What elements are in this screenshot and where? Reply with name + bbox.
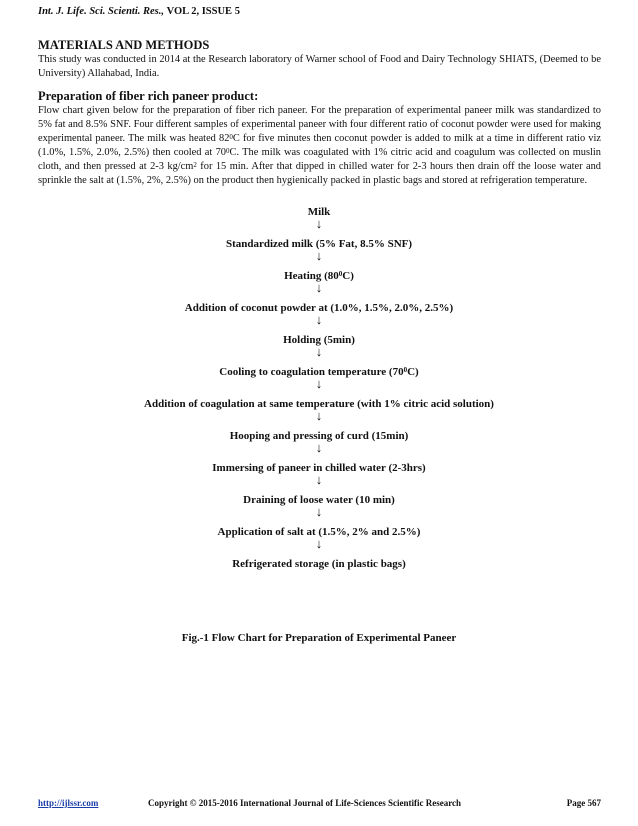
article-body — [38, 38, 601, 188]
journal-volume: VOL 2, ISSUE 5 — [166, 6, 240, 17]
figure-caption: Fig.-1 Flow Chart for Preparation of Experimental Paneer — [181, 632, 457, 644]
down-arrow-icon: ↓ — [315, 248, 323, 263]
down-arrow-icon: ↓ — [315, 280, 323, 295]
down-arrow-icon: ↓ — [315, 536, 323, 551]
journal-url-link[interactable]: http://ijlssr.com — [38, 798, 99, 808]
down-arrow-icon: ↓ — [315, 376, 323, 391]
flow-step: Immersing of paneer in chilled water (2-3hrs) — [212, 462, 426, 474]
flow-step: Milk — [307, 206, 331, 218]
down-arrow-icon: ↓ — [315, 216, 323, 231]
flow-step: Cooling to coagulation temperature $(70^0C)$ — [219, 366, 419, 378]
preparation-heading: Preparation of fiber rich paneer product: — [38, 89, 259, 103]
down-arrow-icon: ↓ — [315, 440, 323, 455]
down-arrow-icon: ↓ — [315, 472, 323, 487]
flow-chart — [0, 205, 638, 571]
journal-header — [38, 6, 240, 17]
copyright-text: Copyright © 2015-2016 International Journal of Life-Sciences Scientific Research — [148, 798, 462, 808]
methods-heading: MATERIALS AND METHODS — [38, 38, 210, 52]
flow-step: Addition of coagulation at same temperature (with 1% citric acid solution) — [144, 398, 494, 410]
flow-step: Standardized milk (5% Fat, 8.5% SNF) — [225, 238, 413, 250]
journal-name: Int. J. Life. Sci. Scienti. Res., — [38, 6, 164, 17]
page-number: Page 567 — [566, 798, 601, 808]
methods-paragraph: This study was conducted in 2014 at the Research laboratory of Warner school of Food and Dairy Technology SHIATS, (Deemed to be University) Allahabad, India. — [38, 54, 601, 79]
down-arrow-icon: ↓ — [315, 344, 323, 359]
flow-step: Heating $(80^0C)$ — [284, 270, 354, 282]
flow-step: Addition of coconut powder at (1.0%, 1.5%, 2.0%, 2.5%) — [184, 302, 454, 314]
preparation-paragraph: Flow chart given below for the preparation of fiber rich paneer. For the preparation of experimental paneer milk was standardized to 5% fat and 8.5% SNF. Four different samples of experimental paneer with four different ratio of coconut powder were used for making experimental paneer. The milk was heated $82^0C$ for five minutes then coconut powder is added to milk at a time in different ratio viz (1.0%, 1.5%, 2.0%, 2.5%) then cooled at $70^0C$. The milk was coagulated with 1% citric acid and coagulum was collected on muslin cloth, and then pressed at 2-3 $kg/cm^2$ for 15 min. After that dipped in chilled water for 2-3 hours then drain off the loose water and sprinkle the salt at (1.5%, 2%, 2.5%) on the product then hygienically packed in plastic bags and stored at refrigeration temperature. — [38, 105, 601, 186]
down-arrow-icon: ↓ — [315, 312, 323, 327]
down-arrow-icon: ↓ — [315, 408, 323, 423]
flow-step: Application of salt at (1.5%, 2% and 2.5%) — [217, 526, 421, 538]
flow-step: Holding (5min) — [283, 334, 355, 346]
down-arrow-icon: ↓ — [315, 504, 323, 519]
flow-step: Hooping and pressing of curd (15min) — [229, 430, 409, 442]
flow-step: Draining of loose water (10 min) — [243, 494, 395, 506]
flow-step: Refrigerated storage (in plastic bags) — [232, 558, 406, 570]
